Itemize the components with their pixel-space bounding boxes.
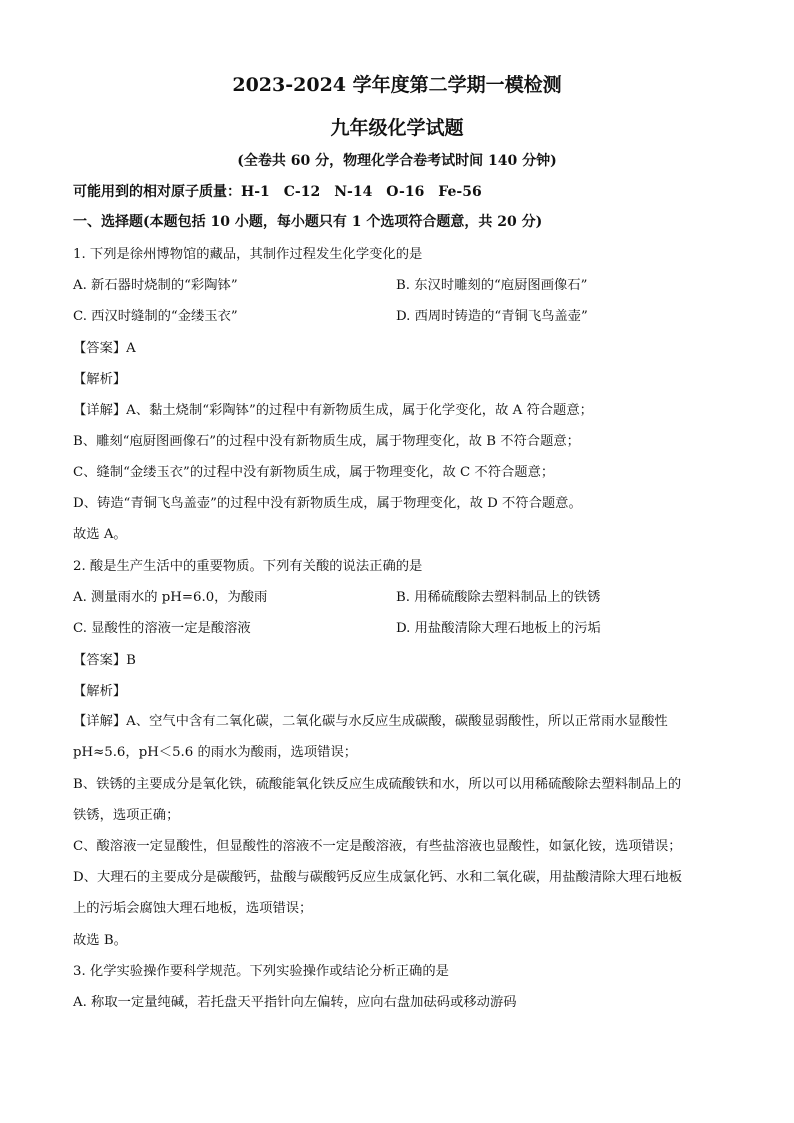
q1-conclusion: 故选 A。 — [73, 527, 127, 542]
q2-detail-c: C、酸溶液一定显酸性，但显酸性的溶液不一定是酸溶液，有些盐溶液也显酸性，如氯化铵，选项错误； — [73, 839, 682, 854]
q1-detail-c: C、缝制“金缕玉衣”的过程中没有新物质生成，属于物理变化，故 C 不符合题意； — [73, 465, 555, 480]
q2-answer: 【答案】B — [73, 653, 136, 668]
q3-option-a: A. 称取一定量纯碱，若托盘天平指针向左偏转，应向右盘加砝码或移动游码 — [73, 995, 517, 1010]
atomic-masses: 可能用到的相对原子质量：H-1 C-12 N-14 O-16 Fe-56 — [73, 184, 482, 200]
q2-detail-a-cont: pH≈5.6，pH＜5.6 的雨水为酸雨，选项错误； — [73, 745, 358, 760]
q2-detail-d: D、大理石的主要成分是碳酸钙，盐酸与碳酸钙反应生成氯化钙、水和二氧化碳，用盐酸清除大理石地板 — [73, 870, 683, 885]
q1-option-b: B. 东汉时雕刻的“庖厨图画像石” — [396, 278, 588, 293]
q1-detail-d: D、铸造“青铜飞鸟盖壶”的过程中没有新物质生成，属于物理变化，故 D 不符合题意。 — [73, 496, 582, 511]
q3-stem: 3. 化学实验操作要科学规范。下列实验操作或结论分析正确的是 — [73, 964, 449, 979]
q2-detail-b: B、铁锈的主要成分是氧化铁，硫酸能氧化铁反应生成硫酸铁和水，所以可以用稀硫酸除去塑料制品上的 — [73, 777, 682, 792]
q1-stem: 1. 下列是徐州博物馆的藏品，其制作过程发生化学变化的是 — [73, 247, 423, 262]
q1-option-d: D. 西周时铸造的“青铜飞鸟盖壶” — [396, 309, 588, 324]
q2-conclusion: 故选 B。 — [73, 933, 127, 948]
q2-stem: 2. 酸是生产生活中的重要物质。下列有关酸的说法正确的是 — [73, 559, 423, 574]
q1-detail-a: 【详解】A、黏土烧制“彩陶钵”的过程中有新物质生成，属于化学变化，故 A 符合题意； — [73, 403, 593, 418]
q2-option-d: D. 用盐酸清除大理石地板上的污垢 — [396, 621, 601, 636]
q2-detail-d-cont: 上的污垢会腐蚀大理石地板，选项错误； — [73, 901, 313, 916]
exam-note: (全卷共 60 分，物理化学合卷考试时间 140 分钟) — [237, 153, 557, 169]
page-title: 2023-2024 学年度第二学期一模检测 — [232, 74, 562, 96]
section-heading: 一、选择题(本题包括 10 小题，每小题只有 1 个选项符合题意，共 20 分) — [73, 214, 543, 230]
q1-analysis-label: 【解析】 — [73, 372, 127, 387]
q2-option-a: A. 测量雨水的 pH=6.0，为酸雨 — [73, 590, 268, 605]
q2-option-c: C. 显酸性的溶液一定是酸溶液 — [73, 621, 251, 636]
page-subtitle: 九年级化学试题 — [330, 117, 464, 139]
q1-detail-b: B、雕刻“庖厨图画像石”的过程中没有新物质生成，属于物理变化，故 B 不符合题意； — [73, 434, 580, 449]
q1-option-c: C. 西汉时缝制的“金缕玉衣” — [73, 309, 238, 324]
q2-detail-a: 【详解】A、空气中含有二氧化碳，二氧化碳与水反应生成碳酸，碳酸显弱酸性，所以正常雨水显酸性 — [73, 714, 668, 729]
q1-option-a: A. 新石器时烧制的“彩陶钵” — [73, 278, 238, 293]
q2-detail-b-cont: 铁锈，选项正确； — [73, 808, 180, 823]
q2-option-b: B. 用稀硫酸除去塑料制品上的铁锈 — [396, 590, 601, 605]
q1-answer: 【答案】A — [73, 341, 136, 356]
q2-analysis-label: 【解析】 — [73, 684, 127, 699]
